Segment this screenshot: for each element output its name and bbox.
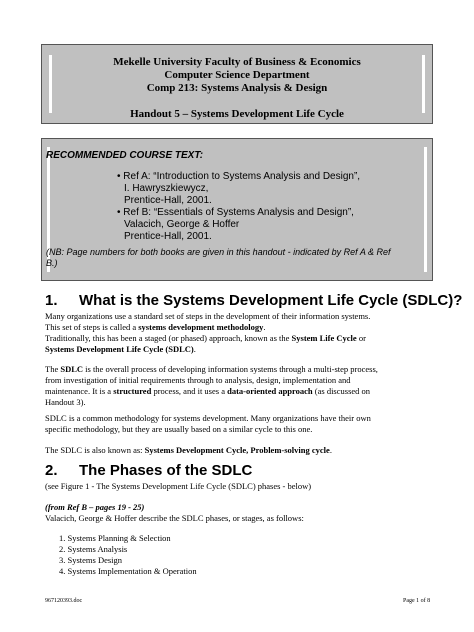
recommended-box-edge-right: [424, 147, 427, 272]
section-1-paragraph-1: [45, 311, 445, 355]
s1-p1-line-2: [45, 322, 445, 333]
s1-p4-end: .: [329, 445, 332, 455]
section-1-paragraph-4: [45, 445, 445, 456]
s1-p1-line-3: [45, 333, 445, 344]
section-2-title: The Phases of the SDLC: [79, 462, 253, 479]
nb-note-line-2: B.): [46, 258, 58, 268]
s1-p2-l3-bold: structured: [113, 386, 152, 396]
s1-p2-l1-rest: is the overall process of developing information systems through a multi-step process,: [83, 364, 378, 374]
university-title: Mekelle University Faculty of Business & Economics: [113, 56, 361, 68]
phase-list-item: 1. Systems Planning & Selection: [59, 533, 171, 543]
s1-p1-l4-end: .: [193, 344, 196, 354]
department-title: Computer Science Department: [164, 69, 310, 81]
s1-p2-l1-bold: SDLC: [60, 364, 84, 374]
s1-p2-l3-end: (as discussed on: [312, 386, 371, 396]
course-title: Comp 213: Systems Analysis & Design: [146, 82, 328, 94]
section-1-heading: [45, 292, 462, 309]
footer-page-number: Page 1 of 8: [403, 598, 431, 604]
s1-p2-line-1: [45, 364, 445, 375]
s1-p2-l3-text: maintenance. It is a: [45, 386, 114, 396]
ref-b-line-3: Prentice-Hall, 2001.: [124, 231, 212, 242]
s1-p1-l3-text: Traditionally, this has been a staged (or phased) approach, known as the: [45, 333, 292, 343]
s1-p1-l3-end: or: [356, 333, 366, 343]
s1-p4-bold-2: Problem-solving cycle: [250, 445, 330, 455]
ref-a-line-3: Prentice-Hall, 2001.: [124, 195, 212, 206]
section-2-number: 2.: [45, 462, 58, 479]
s1-p1-line-1: Many organizations use a standard set of steps in the development of their information systems.: [45, 311, 371, 321]
section-1-paragraph-3: [45, 413, 445, 435]
section-2-paragraph-1: (see Figure 1 - The Systems Development Life Cycle (SDLC) phases - below): [45, 481, 312, 491]
phase-list-item: 3. Systems Design: [59, 555, 123, 565]
s1-p2-line-3: [45, 386, 445, 397]
header-box-edge-left: [49, 55, 52, 113]
s1-p2-line-2: from investigation of initial requirements through to analysis, design, implementation and: [45, 375, 351, 385]
section-2-reference: (from Ref B – pages 19 - 25): [45, 502, 145, 512]
header-box-edge-right: [422, 55, 425, 113]
s1-p1-l4-bold: Systems Development Life Cycle (SDLC): [45, 344, 194, 354]
s1-p4-text: The SDLC is also known as:: [45, 445, 145, 455]
s1-p1-l2-end: .: [263, 322, 266, 332]
s1-p2-l1-text: The: [45, 364, 61, 374]
s1-p1-line-4: [45, 344, 445, 355]
recommended-title: RECOMMENDED COURSE TEXT:: [46, 150, 204, 161]
ref-a-line-2: I. Hawryszkiewycz,: [124, 183, 209, 194]
nb-note: [46, 247, 391, 269]
footer-doc-name: 967120393.doc: [45, 598, 83, 604]
section-2-paragraph-2: Valacich, George & Hoffer describe the SDLC phases, or stages, as follows:: [45, 513, 304, 523]
s1-p4-bold-1: Systems Development Cycle: [144, 445, 247, 455]
section-1-paragraph-2: [45, 364, 445, 408]
handout-title: Handout 5 – Systems Development Life Cycle: [130, 108, 344, 120]
s1-p2-line-4: Handout 3).: [45, 397, 86, 407]
ref-b-line-2: Valacich, George & Hoffer: [124, 219, 240, 230]
s1-p1-l2-text: This set of steps is called a: [45, 322, 139, 332]
s1-p3-line-2: specific methodology, but they are usually based on a similar cycle to this one.: [45, 424, 313, 434]
s1-p1-l2-bold: systems development methodology: [138, 322, 264, 332]
recommended-box: [41, 138, 433, 281]
s1-p1-l3-bold: System Life Cycle: [291, 333, 357, 343]
section-2-heading: [45, 462, 252, 479]
s1-p3-line-1: SDLC is a common methodology for systems development. Many organizations have their own: [45, 413, 371, 423]
ref-b-line-1: • Ref B: “Essentials of Systems Analysis and Design”,: [117, 207, 354, 218]
header-box: [41, 44, 433, 124]
phase-list-item: 4. Systems Implementation & Operation: [59, 566, 197, 576]
s1-p2-l3-bold-2: data-oriented approach: [227, 386, 313, 396]
s1-p4-sep: ,: [246, 445, 251, 455]
ref-a-line-1: • Ref A: “Introduction to Systems Analysis and Design”,: [117, 171, 361, 182]
phase-list-item: 2. Systems Analysis: [59, 544, 128, 554]
section-1-number: 1.: [45, 292, 58, 309]
s1-p2-l3-mid: process, and it uses a: [151, 386, 228, 396]
nb-note-line-1: (NB: Page numbers for both books are given in this handout - indicated by Ref A & Ref: [46, 247, 391, 257]
section-1-title: What is the Systems Development Life Cycle (SDLC)?: [79, 292, 463, 309]
